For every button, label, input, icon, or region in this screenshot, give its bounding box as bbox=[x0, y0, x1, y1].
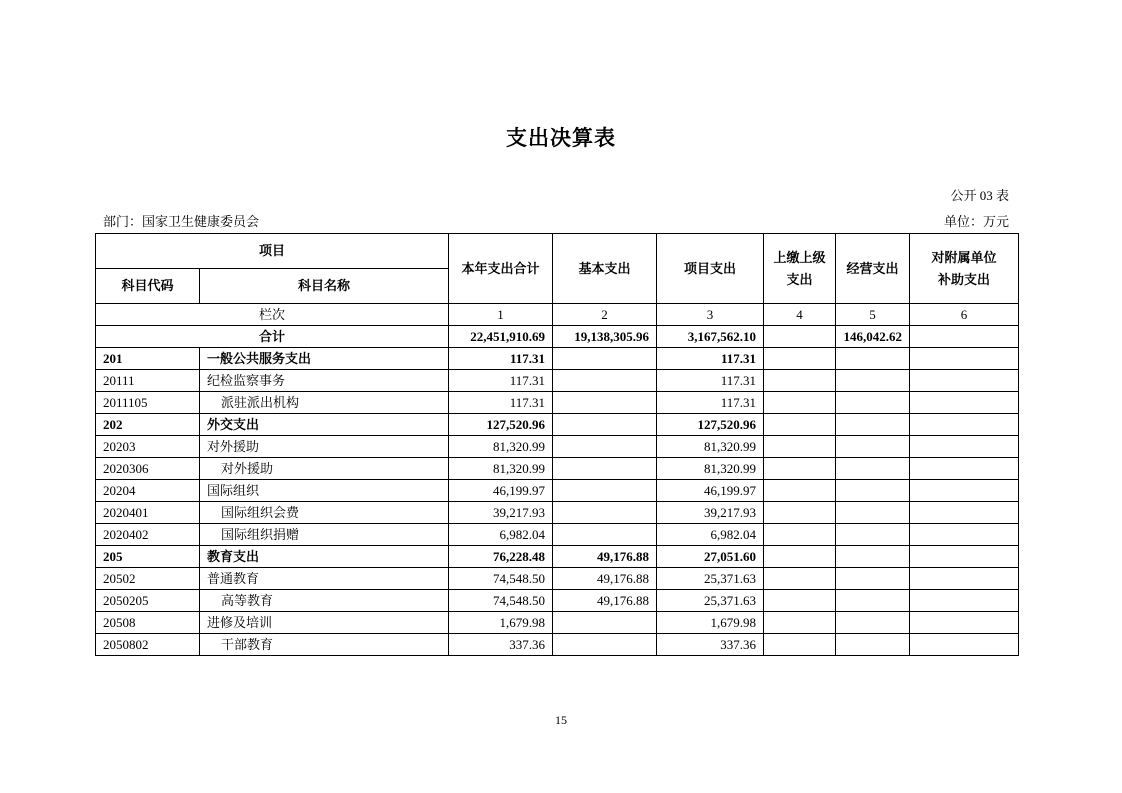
header-project-expenditure: 项目支出 bbox=[657, 234, 764, 304]
project-expenditure-cell: 39,217.93 bbox=[657, 502, 764, 524]
subject-code-cell: 2050802 bbox=[96, 634, 200, 656]
subject-name-cell: 高等教育 bbox=[200, 590, 449, 612]
subsidy-to-affiliates-cell bbox=[910, 348, 1019, 370]
subject-code-cell: 20508 bbox=[96, 612, 200, 634]
total-expenditure-cell: 117.31 bbox=[449, 370, 553, 392]
project-expenditure-cell: 1,679.98 bbox=[657, 612, 764, 634]
header-item: 项目 bbox=[96, 234, 449, 269]
total-expenditure-cell: 76,228.48 bbox=[449, 546, 553, 568]
project-expenditure-cell: 81,320.99 bbox=[657, 458, 764, 480]
subject-name-cell: 一般公共服务支出 bbox=[200, 348, 449, 370]
header-subject-code: 科目代码 bbox=[96, 269, 200, 304]
basic-expenditure-cell bbox=[553, 348, 657, 370]
project-expenditure-cell: 117.31 bbox=[657, 392, 764, 414]
table-row bbox=[96, 370, 1019, 392]
subject-name-cell: 纪检监察事务 bbox=[200, 370, 449, 392]
column-index: 3 bbox=[657, 304, 764, 326]
basic-expenditure-cell bbox=[553, 436, 657, 458]
table-row bbox=[96, 436, 1019, 458]
page-title: 支出决算表 bbox=[506, 126, 616, 150]
remit-to-superior-cell bbox=[764, 634, 836, 656]
subsidy-to-affiliates-cell bbox=[910, 458, 1019, 480]
header-subsidy-to-affiliates bbox=[910, 234, 1019, 304]
subsidy-to-affiliates-cell bbox=[910, 436, 1019, 458]
subject-name-cell: 对外援助 bbox=[200, 436, 449, 458]
subject-name-cell: 派驻派出机构 bbox=[200, 392, 449, 414]
header-subject-name: 科目名称 bbox=[200, 269, 449, 304]
remit-to-superior-cell bbox=[764, 524, 836, 546]
table-row bbox=[96, 590, 1019, 612]
column-index: 5 bbox=[836, 304, 910, 326]
remit-to-superior-cell bbox=[764, 414, 836, 436]
table-body bbox=[96, 348, 1019, 656]
page-number: 15 bbox=[555, 713, 567, 727]
project-expenditure-cell: 27,051.60 bbox=[657, 546, 764, 568]
basic-expenditure-cell bbox=[553, 612, 657, 634]
table-row bbox=[96, 480, 1019, 502]
total-expenditure-cell: 81,320.99 bbox=[449, 436, 553, 458]
subsidy-to-affiliates-cell bbox=[910, 612, 1019, 634]
basic-expenditure-cell bbox=[553, 458, 657, 480]
table-row bbox=[96, 634, 1019, 656]
business-expenditure-cell bbox=[836, 612, 910, 634]
project-expenditure-cell: 6,982.04 bbox=[657, 524, 764, 546]
project-expenditure-cell: 25,371.63 bbox=[657, 590, 764, 612]
table-row bbox=[96, 458, 1019, 480]
column-index-row bbox=[96, 304, 1019, 326]
total-expenditure-cell: 1,679.98 bbox=[449, 612, 553, 634]
project-expenditure-cell: 337.36 bbox=[657, 634, 764, 656]
basic-expenditure-cell: 49,176.88 bbox=[553, 546, 657, 568]
subject-name-cell: 外交支出 bbox=[200, 414, 449, 436]
header-basic-expenditure: 基本支出 bbox=[553, 234, 657, 304]
basic-expenditure-cell: 49,176.88 bbox=[553, 568, 657, 590]
column-index: 6 bbox=[910, 304, 1019, 326]
remit-to-superior-cell bbox=[764, 436, 836, 458]
subsidy-to-affiliates-cell bbox=[910, 370, 1019, 392]
unit-label: 单位：万元 bbox=[943, 214, 1009, 229]
project-expenditure-cell: 46,199.97 bbox=[657, 480, 764, 502]
project-expenditure-cell: 3,167,562.10 bbox=[657, 326, 764, 348]
remit-to-superior-cell bbox=[764, 392, 836, 414]
remit-to-superior-cell bbox=[764, 480, 836, 502]
subject-name-cell: 国际组织 bbox=[200, 480, 449, 502]
subsidy-to-affiliates-cell bbox=[910, 524, 1019, 546]
project-expenditure-cell: 117.31 bbox=[657, 348, 764, 370]
subject-code-cell: 20203 bbox=[96, 436, 200, 458]
total-expenditure-cell: 39,217.93 bbox=[449, 502, 553, 524]
business-expenditure-cell bbox=[836, 568, 910, 590]
basic-expenditure-cell bbox=[553, 370, 657, 392]
subsidy-to-affiliates-cell bbox=[910, 590, 1019, 612]
remit-to-superior-cell bbox=[764, 590, 836, 612]
remit-to-superior-cell bbox=[764, 546, 836, 568]
total-expenditure-cell: 117.31 bbox=[449, 348, 553, 370]
subsidy-to-affiliates-cell bbox=[910, 568, 1019, 590]
subsidy-to-affiliates-cell bbox=[910, 392, 1019, 414]
basic-expenditure-cell bbox=[553, 634, 657, 656]
column-index: 2 bbox=[553, 304, 657, 326]
total-expenditure-cell: 337.36 bbox=[449, 634, 553, 656]
header-remit-line2: 支出 bbox=[786, 271, 813, 287]
project-expenditure-cell: 25,371.63 bbox=[657, 568, 764, 590]
table-row bbox=[96, 612, 1019, 634]
column-index-label: 栏次 bbox=[96, 304, 449, 326]
total-label: 合计 bbox=[96, 326, 449, 348]
business-expenditure-cell bbox=[836, 590, 910, 612]
subject-code-cell: 201 bbox=[96, 348, 200, 370]
business-expenditure-cell bbox=[836, 634, 910, 656]
total-expenditure-cell: 22,451,910.69 bbox=[449, 326, 553, 348]
table-row bbox=[96, 502, 1019, 524]
table-row bbox=[96, 546, 1019, 568]
basic-expenditure-cell bbox=[553, 480, 657, 502]
header-remit-line1: 上缴上级 bbox=[773, 249, 826, 265]
subject-code-cell: 2011105 bbox=[96, 392, 200, 414]
subject-code-cell: 20502 bbox=[96, 568, 200, 590]
expenditure-table bbox=[95, 233, 1019, 656]
subject-code-cell: 20111 bbox=[96, 370, 200, 392]
subject-name-cell: 国际组织捐赠 bbox=[200, 524, 449, 546]
header-row bbox=[96, 234, 1019, 269]
business-expenditure-cell bbox=[836, 502, 910, 524]
table-row bbox=[96, 392, 1019, 414]
subject-code-cell: 205 bbox=[96, 546, 200, 568]
business-expenditure-cell bbox=[836, 348, 910, 370]
subject-code-cell: 2020401 bbox=[96, 502, 200, 524]
business-expenditure-cell bbox=[836, 546, 910, 568]
total-expenditure-cell: 81,320.99 bbox=[449, 458, 553, 480]
remit-to-superior-cell bbox=[764, 612, 836, 634]
business-expenditure-cell bbox=[836, 524, 910, 546]
business-expenditure-cell bbox=[836, 458, 910, 480]
subject-code-cell: 2020402 bbox=[96, 524, 200, 546]
total-row bbox=[96, 326, 1019, 348]
remit-to-superior-cell bbox=[764, 326, 836, 348]
basic-expenditure-cell bbox=[553, 524, 657, 546]
subsidy-to-affiliates-cell bbox=[910, 480, 1019, 502]
column-index: 1 bbox=[449, 304, 553, 326]
department-label: 部门：国家卫生健康委员会 bbox=[103, 214, 260, 229]
subject-name-cell: 国际组织会费 bbox=[200, 502, 449, 524]
subsidy-to-affiliates-cell bbox=[910, 326, 1019, 348]
remit-to-superior-cell bbox=[764, 502, 836, 524]
basic-expenditure-cell: 49,176.88 bbox=[553, 590, 657, 612]
business-expenditure-cell bbox=[836, 480, 910, 502]
remit-to-superior-cell bbox=[764, 458, 836, 480]
subsidy-to-affiliates-cell bbox=[910, 634, 1019, 656]
subject-name-cell: 进修及培训 bbox=[200, 612, 449, 634]
business-expenditure-cell bbox=[836, 392, 910, 414]
subject-code-cell: 202 bbox=[96, 414, 200, 436]
header-subsidy-line2: 补助支出 bbox=[938, 271, 991, 287]
basic-expenditure-cell bbox=[553, 502, 657, 524]
subject-code-cell: 20204 bbox=[96, 480, 200, 502]
table-row bbox=[96, 348, 1019, 370]
header-subsidy-line1: 对附属单位 bbox=[931, 249, 997, 265]
business-expenditure-cell bbox=[836, 370, 910, 392]
project-expenditure-cell: 127,520.96 bbox=[657, 414, 764, 436]
subject-code-cell: 2020306 bbox=[96, 458, 200, 480]
subsidy-to-affiliates-cell bbox=[910, 414, 1019, 436]
business-expenditure-cell: 146,042.62 bbox=[836, 326, 910, 348]
table-header bbox=[96, 234, 1019, 348]
header-business-expenditure: 经营支出 bbox=[836, 234, 910, 304]
remit-to-superior-cell bbox=[764, 568, 836, 590]
business-expenditure-cell bbox=[836, 414, 910, 436]
basic-expenditure-cell bbox=[553, 392, 657, 414]
project-expenditure-cell: 81,320.99 bbox=[657, 436, 764, 458]
total-expenditure-cell: 117.31 bbox=[449, 392, 553, 414]
header-remit-to-superior bbox=[764, 234, 836, 304]
subsidy-to-affiliates-cell bbox=[910, 546, 1019, 568]
basic-expenditure-cell bbox=[553, 414, 657, 436]
column-index: 4 bbox=[764, 304, 836, 326]
remit-to-superior-cell bbox=[764, 370, 836, 392]
subject-name-cell: 普通教育 bbox=[200, 568, 449, 590]
total-expenditure-cell: 127,520.96 bbox=[449, 414, 553, 436]
form-number: 公开 03 表 bbox=[950, 188, 1009, 203]
subject-name-cell: 教育支出 bbox=[200, 546, 449, 568]
table-row bbox=[96, 414, 1019, 436]
total-expenditure-cell: 46,199.97 bbox=[449, 480, 553, 502]
subject-code-cell: 2050205 bbox=[96, 590, 200, 612]
business-expenditure-cell bbox=[836, 436, 910, 458]
total-expenditure-cell: 74,548.50 bbox=[449, 568, 553, 590]
header-total-expenditure: 本年支出合计 bbox=[449, 234, 553, 304]
project-expenditure-cell: 117.31 bbox=[657, 370, 764, 392]
total-expenditure-cell: 6,982.04 bbox=[449, 524, 553, 546]
subject-name-cell: 干部教育 bbox=[200, 634, 449, 656]
basic-expenditure-cell: 19,138,305.96 bbox=[553, 326, 657, 348]
subject-name-cell: 对外援助 bbox=[200, 458, 449, 480]
table-row bbox=[96, 568, 1019, 590]
subsidy-to-affiliates-cell bbox=[910, 502, 1019, 524]
remit-to-superior-cell bbox=[764, 348, 836, 370]
table-row bbox=[96, 524, 1019, 546]
total-expenditure-cell: 74,548.50 bbox=[449, 590, 553, 612]
